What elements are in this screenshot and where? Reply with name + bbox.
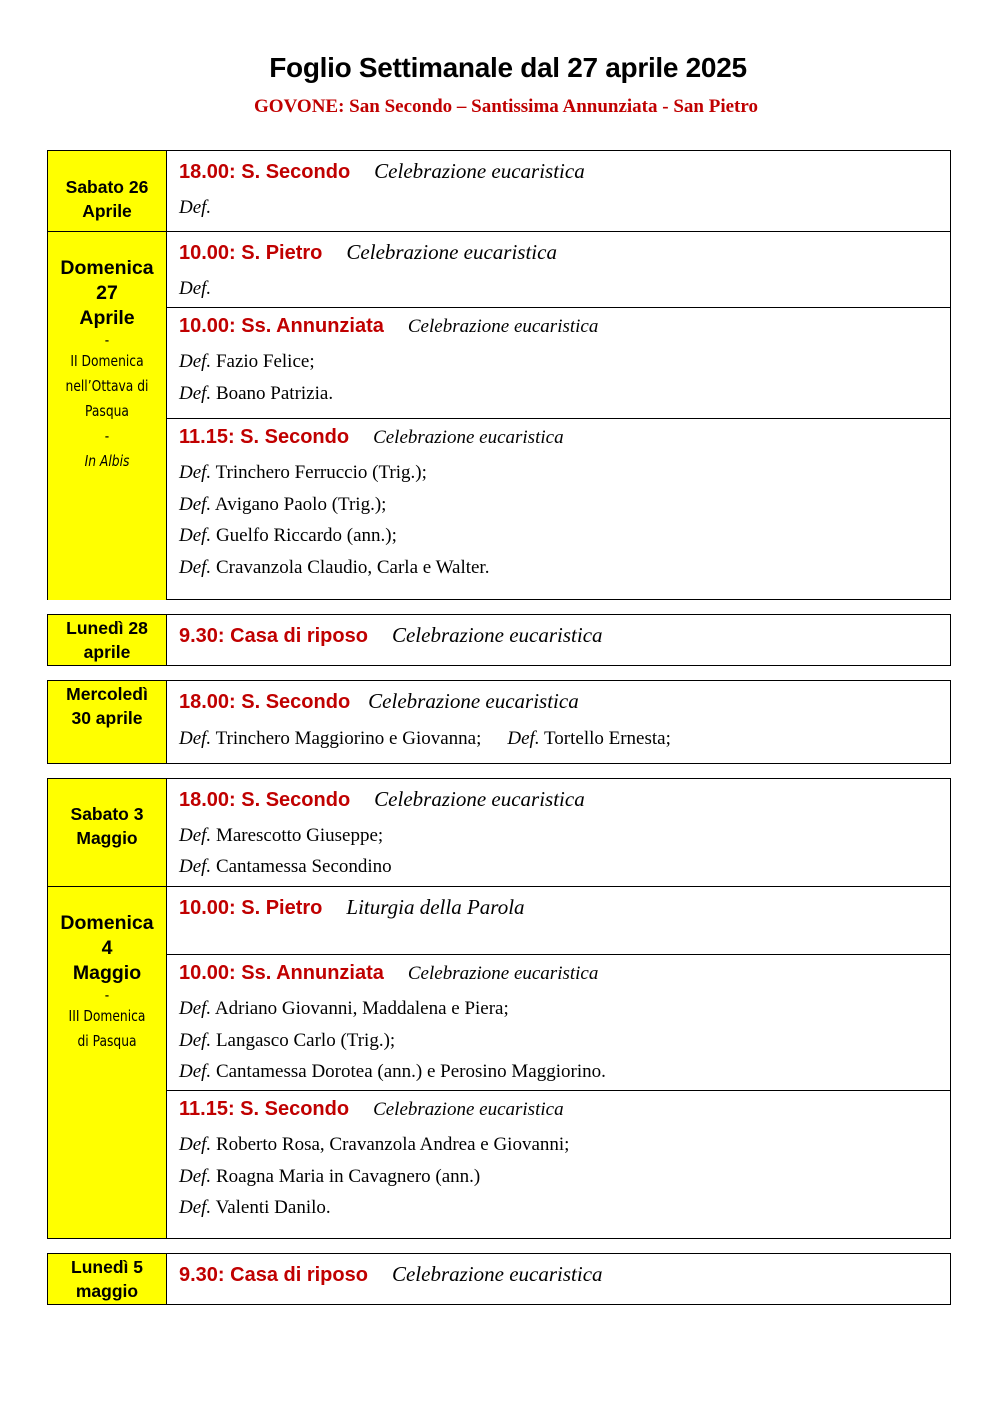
intention-line: Def. Boano Patrizia.: [179, 383, 334, 404]
day-label: Mercoledì: [66, 684, 148, 704]
intention-line: Def. Cantamessa Dorotea (ann.) e Perosino Maggiorino.: [179, 1061, 606, 1082]
page-title: Foglio Settimanale dal 27 aprile 2025: [269, 52, 747, 83]
service-rite: Celebrazione eucaristica: [374, 159, 585, 183]
service-time: 10.00: S. Pietro: [179, 242, 323, 264]
intention-line: Def. Roagna Maria in Cavagnero (ann.): [179, 1166, 481, 1187]
day-separator: -: [104, 986, 110, 1004]
service-rite: Celebrazione eucaristica: [346, 240, 557, 264]
service-time: 11.15: S. Secondo: [179, 426, 350, 448]
intention-line: Def. Cantamessa Secondino: [179, 856, 392, 877]
day-label: Maggio: [76, 828, 138, 848]
week-block-3: [47, 680, 951, 764]
day-label: Aprile: [82, 201, 132, 221]
day-note: In Albis: [84, 452, 130, 470]
day-label: 27: [96, 282, 118, 304]
day-label: Domenica: [60, 912, 154, 934]
day-label: 4: [101, 937, 113, 959]
day-label: aprile: [83, 642, 131, 662]
service-rite: Celebrazione eucaristica: [407, 316, 599, 337]
day-separator: -: [104, 331, 110, 349]
intention-line: Def. Langasco Carlo (Trig.);: [179, 1030, 396, 1051]
service-cell: [167, 886, 950, 954]
day-cell-mercoledi-30: [48, 681, 167, 763]
intention-line: Def. Marescotto Giuseppe;: [179, 825, 384, 846]
day-cell-domenica-27: [48, 231, 167, 600]
service-rite: Celebrazione eucaristica: [373, 427, 564, 448]
service-rite: Celebrazione eucaristica: [368, 689, 579, 713]
service-rite: Celebrazione eucaristica: [391, 1262, 603, 1286]
day-label: Maggio: [72, 962, 142, 984]
day-separator: -: [104, 427, 110, 445]
service-time: 9.30: Casa di riposo: [179, 1264, 368, 1286]
intention-line: Def. Valenti Danilo.: [179, 1197, 331, 1218]
service-cell: [167, 1254, 950, 1304]
service-time: 11.15: S. Secondo: [179, 1098, 350, 1120]
service-cell: [167, 231, 950, 307]
intention-line: Def.: [179, 278, 212, 299]
week-block-5: [47, 1253, 951, 1305]
service-cell: [167, 779, 950, 886]
service-cell: [167, 307, 950, 418]
intention-line: Def.: [179, 197, 212, 218]
day-cell-domenica-4: [48, 886, 167, 1238]
service-cell: [167, 418, 950, 600]
intention-line: Def. Adriano Giovanni, Maddalena e Piera;: [179, 998, 509, 1019]
service-cell: [167, 681, 950, 763]
day-note: III Domenica: [68, 1007, 146, 1025]
intention-line: Def. Trinchero Maggiorino e Giovanna; Def. Tortello Ernesta;: [179, 728, 671, 749]
service-time: 18.00: S. Secondo: [179, 161, 351, 183]
day-label: maggio: [75, 1281, 139, 1301]
service-cell: [167, 615, 950, 665]
week-block-2: [47, 614, 951, 666]
day-label: 30 aprile: [71, 708, 143, 728]
day-note: Pasqua: [85, 402, 129, 420]
week-block-4: [47, 778, 951, 1239]
day-label: Domenica: [60, 257, 154, 279]
service-time: 18.00: S. Secondo: [179, 789, 351, 811]
service-time: 10.00: Ss. Annunziata: [179, 315, 384, 337]
service-time: 9.30: Casa di riposo: [179, 625, 368, 647]
intention-line: Def. Guelfo Riccardo (ann.);: [179, 525, 397, 546]
service-rite: Celebrazione eucaristica: [373, 1099, 564, 1120]
service-cell: [167, 151, 950, 231]
intention-line: Def. Avigano Paolo (Trig.);: [179, 494, 387, 515]
service-cell: [167, 1090, 950, 1238]
service-time: 10.00: S. Pietro: [179, 897, 323, 919]
day-note: II Domenica: [70, 352, 144, 370]
service-rite: Celebrazione eucaristica: [407, 963, 599, 984]
service-time: 10.00: Ss. Annunziata: [179, 962, 384, 984]
intention-line: Def. Cravanzola Claudio, Carla e Walter.: [179, 557, 490, 578]
day-label: Aprile: [79, 307, 135, 329]
day-cell-lunedi-28: [48, 615, 167, 665]
town-name: GOVONE: [254, 96, 339, 117]
day-note: di Pasqua: [77, 1032, 137, 1050]
churches-list: : San Secondo – Santissima Annunziata - San Pietro: [338, 96, 758, 117]
service-rite: Liturgia della Parola: [346, 895, 525, 919]
day-note: nell’Ottava di: [65, 377, 149, 395]
intention-line: Def. Fazio Felice;: [179, 351, 315, 372]
week-block-1: [47, 150, 951, 600]
service-rite: Celebrazione eucaristica: [391, 623, 603, 647]
service-cell: [167, 954, 950, 1090]
service-time: 18.00: S. Secondo: [179, 691, 351, 713]
day-label: Sabato 26: [65, 177, 149, 197]
service-rite: Celebrazione eucaristica: [374, 787, 585, 811]
day-label: Sabato 3: [70, 804, 144, 824]
intention-line: Def. Roberto Rosa, Cravanzola Andrea e Giovanni;: [179, 1134, 570, 1155]
day-cell-lunedi-5: [48, 1254, 167, 1304]
page-subtitle: [0, 96, 1000, 118]
day-label: Lunedì 28: [66, 618, 148, 638]
day-label: Lunedì 5: [71, 1257, 143, 1277]
day-cell-sabato-3: [48, 779, 167, 886]
intention-line: Def. Trinchero Ferruccio (Trig.);: [179, 462, 427, 483]
day-cell-sabato-26: [48, 151, 167, 231]
